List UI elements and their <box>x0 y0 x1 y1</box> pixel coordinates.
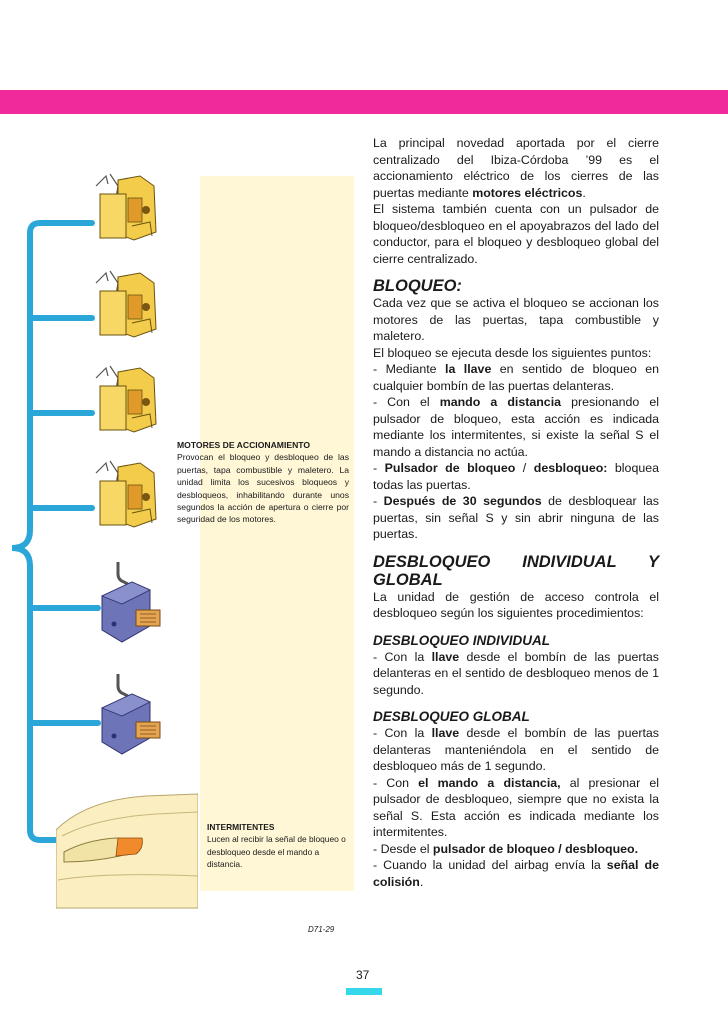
heading-bloqueo: BLOQUEO: <box>373 277 462 295</box>
figure-code: D71-29 <box>308 925 335 934</box>
global-item-llave: - Con la llave desde el bombín de las puertas delanteras manteniéndola en el sentido de desbloqueo más de 1 segundo. <box>373 726 660 773</box>
blinkers-caption <box>207 821 351 871</box>
car-headlight-icon <box>56 790 198 910</box>
bloqueo-item-mando: - Con el mando a distancia presionando el pulsador de bloqueo, esta acción es indicada mediante los intermitentes, si existe la señal S el mando a distancia no actúa. <box>373 395 659 459</box>
global-item-airbag: - Cuando la unidad del airbag envía la señal de colisión. <box>373 858 659 889</box>
global-item-mando: - Con el mando a distancia, al presionar el pulsador de desbloqueo, siempre que no exista la señal S. Esta acción es indicada mediante los intermitentes. <box>373 775 659 839</box>
door-lock-motor-icon <box>88 168 166 250</box>
global-item-pulsador: - Desde el pulsador de bloqueo / desbloqueo. <box>373 841 639 856</box>
door-lock-motor-icon <box>88 360 166 442</box>
motors-caption-title: MOTORES DE ACCIONAMIENTO <box>177 440 311 450</box>
motors-caption-text: Provocan el bloqueo y desbloqueo de las puertas, tapa combustible y maletero. La unidad limita los sucesivos bloqueos y desbloqueos, inhabilitando durante unos segundos la acción de apertura o cierre por seguridad de los motores. <box>177 452 349 525</box>
heading-desbloqueo: DESBLOQUEO INDIVIDUAL Y GLOBAL <box>373 552 659 589</box>
page-number: 37 <box>356 968 370 982</box>
bloqueo-item-pulsador: - Pulsador de bloqueo / desbloqueo: bloquea todas las puertas. <box>373 461 660 492</box>
individual-item: - Con la llave desde el bombín de las puertas delanteras en el sentido de desbloqueo menos de 1 segundo. <box>373 649 660 697</box>
motors-caption <box>177 439 349 526</box>
caption-background-panel <box>200 176 354 891</box>
desbloqueo-paragraph: La unidad de gestión de acceso controla el desbloqueo según los siguientes procedimientos: <box>373 589 659 620</box>
intro-paragraph-1: La principal novedad aportada por el cierre centralizado del Ibiza-Córdoba ’99 es el accionamiento eléctrico de los cierres de las puertas mediante motores eléctricos. <box>373 136 659 200</box>
blinkers-caption-text: Lucen al recibir la señal de bloqueo o desbloqueo desde el mando a distancia. <box>207 834 346 870</box>
door-lock-motor-icon <box>88 455 166 537</box>
main-text-column <box>373 135 659 890</box>
door-lock-motor-icon <box>88 265 166 347</box>
actuator-motor-icon <box>92 672 172 762</box>
bloqueo-paragraph-1: Cada vez que se activa el bloqueo se accionan los motores de las puertas, tapa combustible y maletero. <box>373 296 659 343</box>
heading-desbloqueo-global: DESBLOQUEO GLOBAL <box>373 709 530 724</box>
bloqueo-item-30s: - Después de 30 segundos de desbloquear las puertas, sin señal S y sin abrir ninguna de las puertas. <box>373 494 659 541</box>
bloqueo-item-llave: - Mediante la llave en sentido de bloqueo en cualquier bombín de las puertas delanteras. <box>373 362 659 393</box>
heading-desbloqueo-individual: DESBLOQUEO INDIVIDUAL <box>373 632 551 648</box>
intro-paragraph-2: El sistema también cuenta con un pulsador de bloqueo/desbloqueo en el apoyabrazos del lado del conductor, para el bloqueo y desbloqueo global del cierre centralizado. <box>373 202 659 266</box>
page-tab-marker <box>346 988 382 995</box>
actuator-motor-icon <box>92 560 172 650</box>
blinkers-caption-title: INTERMITENTES <box>207 822 275 832</box>
bloqueo-paragraph-2: El bloqueo se ejecuta desde los siguientes puntos: <box>373 345 652 360</box>
